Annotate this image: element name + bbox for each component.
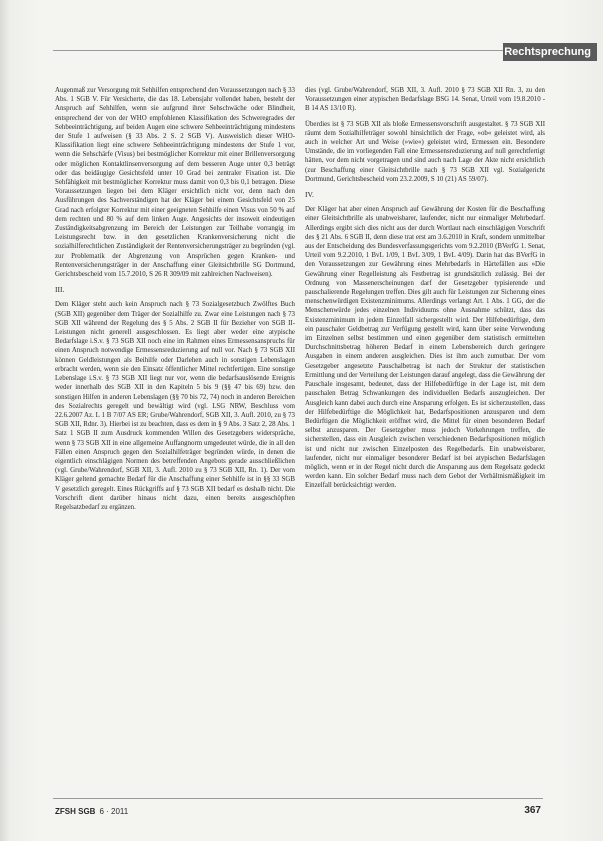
right-column	[305, 86, 545, 798]
section-number: III.	[55, 285, 65, 295]
page-footer	[53, 798, 543, 825]
section-number: IV.	[305, 190, 314, 200]
header-rule	[53, 50, 543, 67]
paragraph: Überdies ist § 73 SGB XII als bloße Ermessensvorschrift ausgestaltet. § 73 SGB XII räumt dem Sozialhilfeträger sowohl hinsichtlich der Frage, »ob« geleistet wird, als auch in welcher Art und Weise (»wie«) geleistet wird, Ermessen ein. Besondere Umstände, die im vorliegenden Fall eine Ermessensreduzierung auf null gerechtfertigt hätten, vor dem nicht vorgetragen und sind auch nach Lage der Akte nicht ersichtlich (zur Beschaffung einer Gleitsichtbrille nach § 73 SGB XII vgl. Sozialgericht Dortmund, Gerichtsbescheid vom 23.2.2009, S 10 (21) AS 59/07).	[305, 120, 545, 183]
paragraph: dies (vgl. Grube/Wahrendorf, SGB XII, 3. Aufl. 2010 § 73 SGB XII Rn. 3, zu den Voraussetzungen einer atypischen Bedarfslage BSG 14. Senat, Urteil vom 19.8.2010 - B 14 AS 13/10 R).	[305, 87, 545, 113]
page-number: 367	[524, 805, 541, 816]
paragraph: Der Kläger hat aber einen Anspruch auf Gewährung der Kosten für die Beschaffung einer Gleitsichtbrille als unabweisbarer, laufender, nicht nur einmaliger Mehrbedarf. Allerdings ergibt sich dies nicht aus der durch Wortlaut nach einschlägigen Vorschrift des § 21 Abs. 6 SGB II, denn diese trat erst am 3.6.2010 in Kraft, sondern unmittelbar aus der Entscheidung des Bundesverfassungsgerichts vom 9.2.2010 (BVerfG 1. Senat, Urteil vom 9.2.2010, 1 BvL 1/09, 1 BvL 3/09, 1 BvL 4/09). Darin hat das BVerfG in den Voraussetzungen zur Gewährung eines Mehrbedarfs in Härtefällen aus »Die Gewährung einer Regelleistung als Festbetrag ist grundsätzlich zulässig. Bei der Ordnung von Massenerscheinungen darf der Gesetzgeber typisierende und pauschalierende Regelungen treffen. Dies gilt auch für Leistungen zur Sicherung eines menschenwürdigen Existenzminimums. Allerdings verlangt Art. 1 Abs. 1 GG, der die Menschenwürde jedes einzelnen Individuums ohne Ausnahme schützt, dass das Existenzminimum in jedem Einzelfall sichergestellt wird. Der Hilfebedürftige, dem ein pauschaler Geldbetrag zur Verfügung gestellt wird, kann über seine Verwendung im Einzelnen selbst bestimmen und einen gegenüber dem statistisch ermittelten Durchschnittsbetrag höheren Bedarf in einem Lebensbereich durch geringere Ausgaben in einem anderen ausgleichen. Dies ist ihm auch zumutbar. Der vom Gesetzgeber angesetzte Pauschalbetrag ist nach der Struktur der statistischen Ermittlung und der Verteilung der Leistungen darauf angelegt, dass die Gewährung der Pauschale insgesamt, bedeutet, dass der Hilfebedürftige in der Lage ist, mit dem pauschalen Betrag Schwankungen des individuellen Bedarfs auszugleichen. Der Ausgleich kann dabei auch durch eine Ansparung erfolgen. Es ist sicherzustellen, dass der Hilfebedürftige die Möglichkeit hat, Bedarfspositionen anzusparen und dem Bedürftigen die Möglichkeit eröffnet wird, die Mittel für einen besonderen Bedarf selbst anzusparen. Der Gesetzgeber muss jedoch Vorkehrungen treffen, die sicherstellen, dass ein Ausgleich zwischen verschiedenen Bedarfspositionen möglich ist und nicht nur zwischen Einzelposten des Regelbedarfs. Ein unabweisbarer, laufender, nicht nur einmaliger besonderer Bedarf ist bei atypischen Bedarfslagen möglich, wenn er in der Regel nicht durch die Ansparung aus dem Regelsatz gedeckt werden kann. Ein solcher Bedarf muss nach dem Gebot der Verhältnismäßigkeit im Einzelfall berücksichtigt werden.	[305, 206, 545, 490]
paragraph: Augenmaß zur Versorgung mit Sehhilfen entsprechend den Voraussetzungen nach § 33 Abs. 1 SGB V. Für Versicherte, die das 18. Lebensjahr vollendet haben, besteht der Anspruch auf Sehhilfen, wenn sie aufgrund ihrer Sehschwäche oder Blindheit, entsprechend der von der WHO empfohlenen Klassifikation des Schweregrades der Sehbeeinträchtigung, auf beiden Augen eine schwere Sehbeeinträchtigung mindestens der Stufe 1 aufweisen (§ 33 Abs. 2 S. 2 SGB V). Ausweislich dieser WHO-Klassifikation liegt eine schwere Sehbeeinträchtigung mindestens der Stufe 1 vor, wenn die Sehschärfe (Visus) bei bestmöglicher Korrektur mit einer Brillenversorgung oder möglichen Kontaktlinsenversorgung auf dem besseren Auge unter 0,3 beträgt oder das beidäugige Gesichtsfeld unter 10 Grad bei zentraler Fixation ist. Die Sehfähigkeit mit bestmöglicher Korrektur muss damit von 0,3 bis 0,1 betragen. Diese Voraussetzungen liegen bei dem Kläger ersichtlich nicht vor, denn nach den Ausführungen des Sachverständigen hat der Kläger bei einem Gesichtsfeld von 25 Grad nach erfolgter Korrektur mit einer geeigneten Sehhilfe einen Visus von 50 % auf dem rechten und 80 % auf dem linken Auge. Angesichts der insoweit eindeutigen Zuständigkeitsabgrenzung im Bereich der Leistungen zur Teilhabe vorrangig im Leistungsrecht bzw. in den gesetzlichen Krankenversicherung nicht die sozialhilferechtlichen Zuständigkeit der Rentenversicherungsträger zu begründen (vgl. zur Problematik der Abgrenzung von Ansprüchen gegen Kranken- und Rentenversicherungsträger in der Anschaffung einer Gleitsichtbrille SG Dortmund, Gerichtsbescheid vom 15.7.2010, S 26 R 309/09 mit zahlreichen Nachweisen).	[55, 87, 295, 279]
journal-issue: 6 · 2011	[99, 807, 129, 816]
left-column	[55, 86, 295, 798]
paragraph: Dem Kläger steht auch kein Anspruch nach § 73 Sozialgesetzbuch Zwölftes Buch (SGB XII) gegenüber dem Träger der Sozialhilfe zu. Zwar eine Leistungen nach § 73 SGB XII während der Regelung des § 5 Abs. 2 SGB II für Bezieher von SGB II-Leistungen nicht generell ausgeschlossen. Es liegt aber weder eine atypische Bedarfslage i.S.v. § 73 SGB XII noch eine im Rahmen eines Ermessensanspruchs für einen Anspruch notwendige Ermessensreduzierung auf null vor. Nach § 73 SGB XII können Geldleistungen als Beihilfe oder Darlehen auch in sonstigen Lebenslagen erbracht werden, wenn sie den Einsatz öffentlicher Mittel rechtfertigen. Eine sonstige Lebenslage i.S.v. § 73 SGB XII liegt nur vor, wenn die bedarfsauslösende Ereignis weder innerhalb des SGB XII in den Kapiteln 5 bis 9 (§§ 47 bis 69) bzw. den sonstigen Hilfen in anderen Lebenslagen (§§ 70 bis 72, 74) noch in anderen Bereichen des Sozialrechts geregelt und bewältigt wird (vgl. LSG NRW, Beschluss vom 22.6.2007 Az. L 1 B 7/07 AS ER; Grube/Wahrendorf, SGB XII, 3. Aufl. 2010, zu § 73 SGB XII, Rdnr. 3). Hierbei ist zu beachten, dass es dem in § 9 Abs. 3 Satz 2, 28 Abs. 1 Satz 1 SGB II zum Ausdruck kommenden Willen des Gesetzgebers widerspräche, wenn § 73 SGB XII in eine allgemeine Auffangnorm umgedeutet würde, die in all den Fällen einen Anspruch gegen den Sozialhilfeträger begründen würde, in denen die eigentlich einschlägigen Normen des betreffenden Angebots gerade ausschließlichen (vgl. Grube/Wahrendorf, SGB XII, 3. Aufl. 2010 zu § 73 SGB XII, Rn. 1). Der vom Kläger geltend gemachte Bedarf für die Anschaffung einer Sehhilfe ist in §§ 33 SGB V gesetzlich geregelt. Eines Rückgriffs auf § 73 SGB XII bedarf es deshalb nicht. Die Vorschrift dient darüber hinaus nicht dazu, einen bereits ausgeschöpften Regelsatzbedarf zu ergänzen.	[55, 301, 295, 511]
section-title: Rechtsprechung	[503, 43, 597, 61]
journal-title: ZFSH SGB	[55, 807, 96, 816]
journal-name	[55, 807, 128, 816]
